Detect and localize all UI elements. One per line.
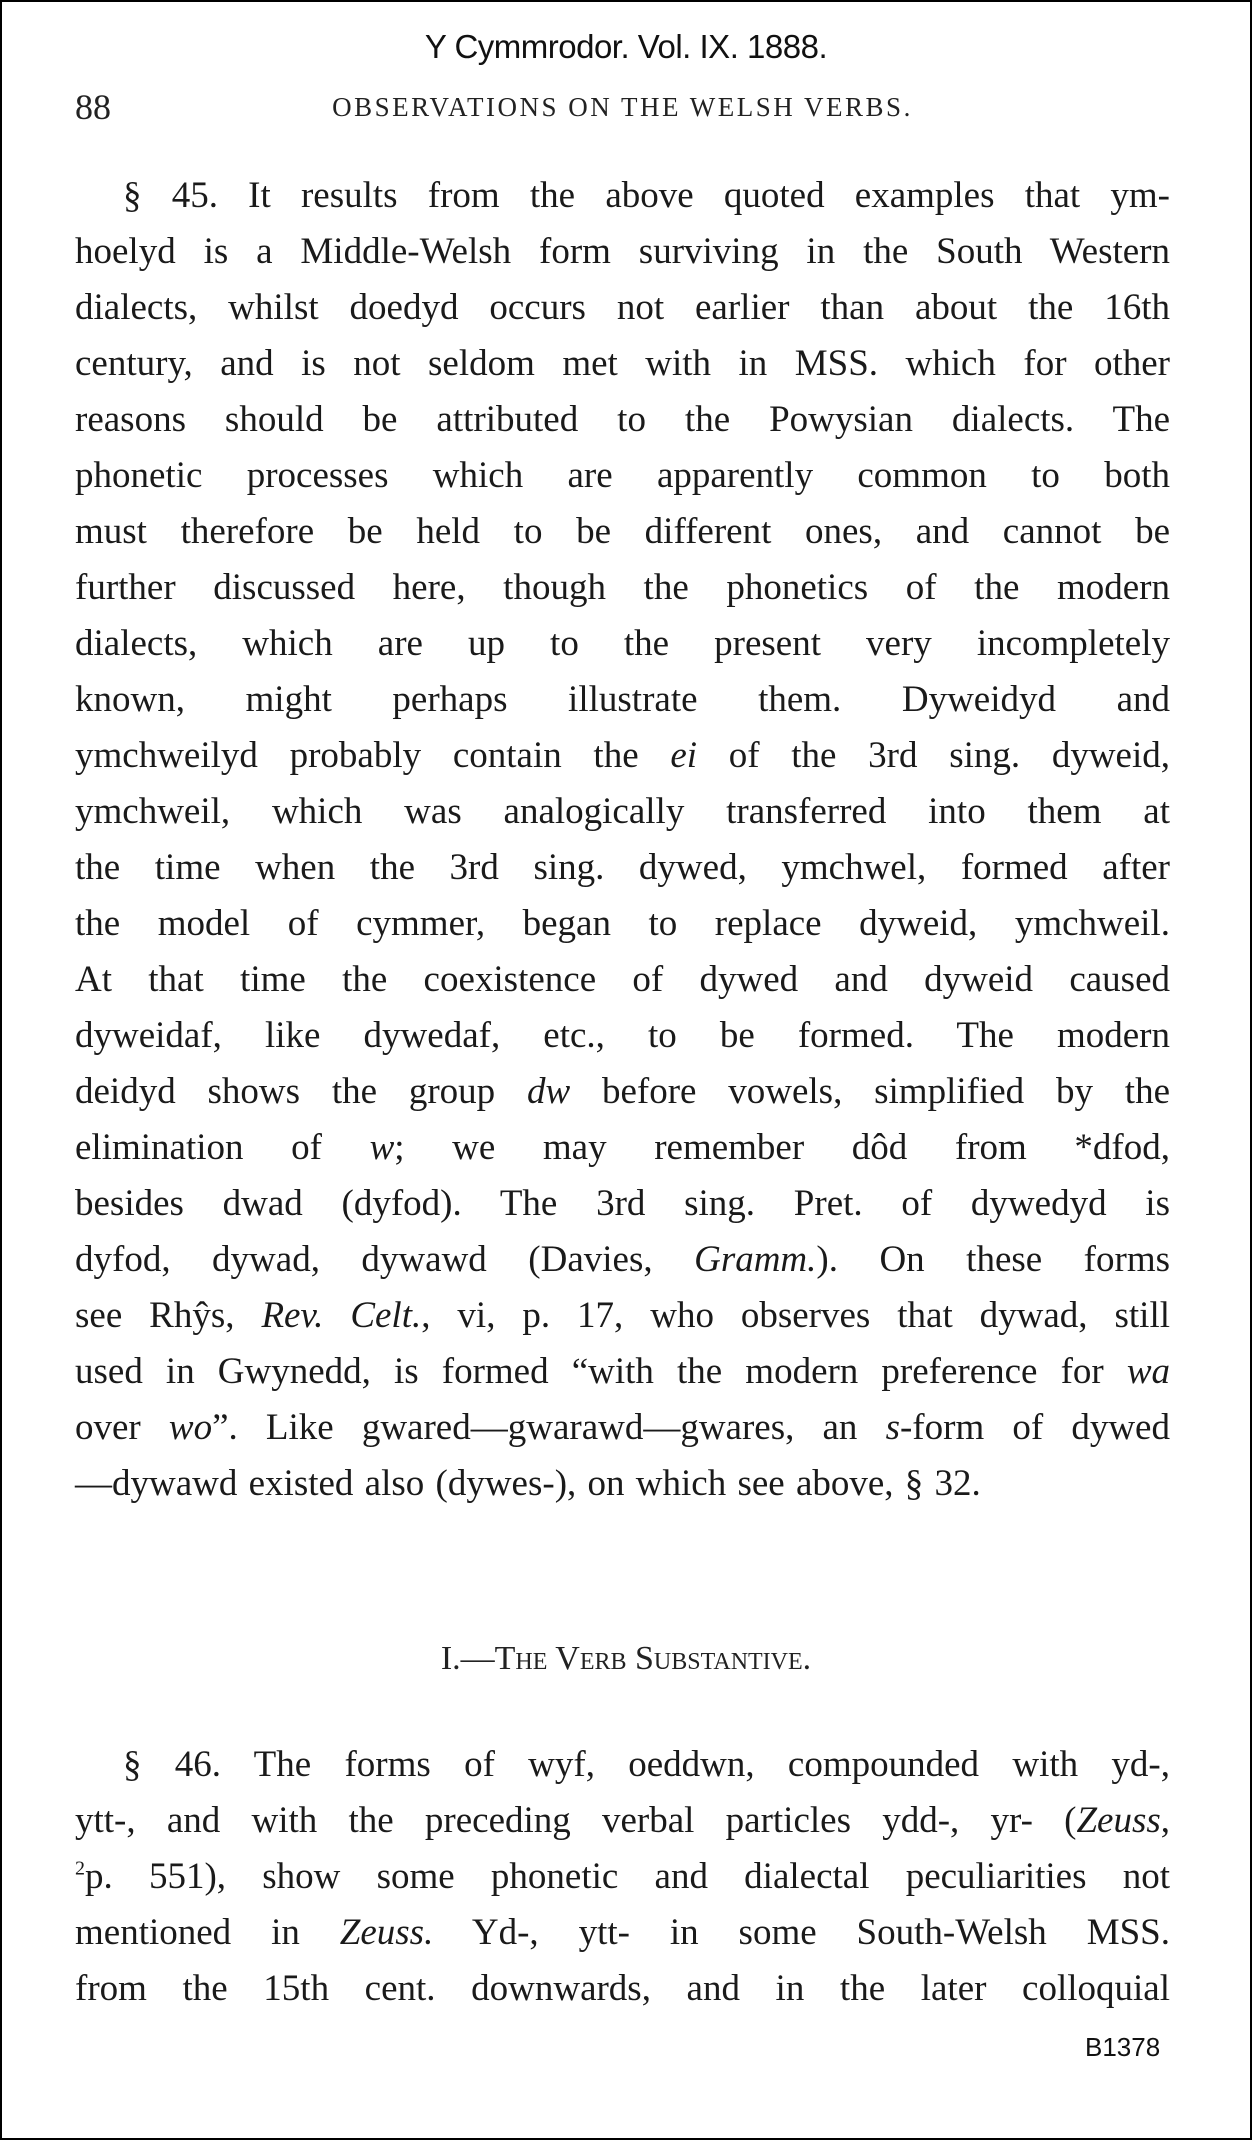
source-label: Y Cymmrodor. Vol. IX. 1888.	[424, 28, 828, 65]
text-segment: -form of dywed	[899, 1407, 1170, 1448]
text-segment: —dywawd existed also (dywes-), on which see above, § 32.	[75, 1463, 981, 1504]
reference-code: B1378	[1085, 2032, 1161, 2062]
text-line	[75, 1793, 1170, 1849]
text-segment: phonetic processes which are apparently common to both	[75, 455, 1170, 496]
text-line	[75, 896, 1170, 952]
text-segment: hoelyd is a Middle-Welsh form surviving in the South Western	[75, 231, 1170, 272]
text-segment: see Rhŷs,	[75, 1295, 262, 1336]
italic-text: Zeuss	[1076, 1800, 1161, 1841]
text-line	[75, 1120, 1170, 1176]
text-line	[75, 840, 1170, 896]
text-line	[75, 1176, 1170, 1232]
italic-text: Gramm.	[694, 1239, 817, 1280]
text-segment: , vi, p. 17, who observes that dywad, still	[421, 1295, 1170, 1336]
text-segment: dialects, which are up to the present very incompletely	[75, 623, 1170, 664]
text-line	[75, 1008, 1170, 1064]
text-segment: ymchweilyd probably contain the	[75, 735, 671, 776]
text-segment: besides dwad (dyfod). The 3rd sing. Pret. of dywedyd is	[75, 1183, 1170, 1224]
text-segment: Yd-, ytt- in some South-Welsh MSS.	[433, 1912, 1170, 1953]
text-segment: 2	[75, 1857, 85, 1880]
text-line	[75, 448, 1170, 504]
text-segment: from the 15th cent. downwards, and in the later colloquial	[75, 1968, 1170, 2009]
text-segment: dyfod, dywad, dywawd (Davies,	[75, 1239, 695, 1280]
text-segment: mentioned in	[75, 1912, 340, 1953]
text-line	[75, 1400, 1170, 1456]
section-heading: I.—The Verb Substantive.	[440, 1640, 812, 1677]
text-segment: § 45. It results from the above quoted examples that ym-	[123, 175, 1170, 216]
text-line	[75, 1737, 1170, 1793]
text-line	[75, 1344, 1170, 1400]
text-line	[75, 336, 1170, 392]
italic-text: s	[885, 1407, 900, 1448]
text-segment: reasons should be attributed to the Powysian dialects. The	[75, 399, 1170, 440]
text-segment: further discussed here, though the phonetics of the modern	[75, 567, 1170, 608]
italic-text: w	[369, 1127, 395, 1168]
text-segment: ytt-, and with the preceding verbal particles ydd-, yr- (	[75, 1800, 1077, 1841]
text-segment: ). On these forms	[816, 1239, 1170, 1280]
text-line	[75, 1961, 1170, 2017]
text-segment: dialects, whilst doedyd occurs not earlier than about the 16th	[75, 287, 1170, 328]
text-segment: ,	[1160, 1800, 1170, 1841]
text-line	[75, 224, 1170, 280]
text-segment: must therefore be held to be different ones, and cannot be	[75, 511, 1170, 552]
text-segment: ymchweil, which was analogically transferred into them at	[75, 791, 1170, 832]
text-segment: the model of cymmer, began to replace dyweid, ymchweil.	[75, 903, 1170, 944]
text-segment: p. 551), show some phonetic and dialectal peculiarities not	[85, 1856, 1170, 1897]
text-segment: of the 3rd sing. dyweid,	[697, 735, 1170, 776]
text-line	[75, 728, 1170, 784]
italic-text: ei	[670, 735, 698, 776]
italic-text: wo	[168, 1407, 213, 1448]
text-segment: dyweidaf, like dywedaf, etc., to be formed. The modern	[75, 1015, 1170, 1056]
text-line	[75, 1456, 1170, 1512]
running-title: OBSERVATIONS ON THE WELSH VERBS.	[332, 92, 913, 122]
text-segment: At that time the coexistence of dywed and dyweid caused	[75, 959, 1170, 1000]
text-segment: § 46. The forms of wyf, oeddwn, compounded with yd-,	[123, 1744, 1170, 1785]
text-segment: ”. Like gwared—gwarawd—gwares, an	[212, 1407, 886, 1448]
italic-text: wa	[1126, 1351, 1170, 1392]
italic-text: Rev. Celt.	[261, 1295, 422, 1336]
text-line	[75, 784, 1170, 840]
text-line	[75, 1064, 1170, 1120]
italic-text: Zeuss.	[339, 1912, 434, 1953]
text-segment: the time when the 3rd sing. dywed, ymchwel, formed after	[75, 847, 1170, 888]
text-line	[75, 168, 1170, 224]
text-segment: used in Gwynedd, is formed “with the modern preference for	[75, 1351, 1127, 1392]
paragraph-46	[75, 1737, 1170, 2017]
text-segment: deidyd shows the group	[75, 1071, 527, 1112]
running-header	[75, 86, 1170, 130]
text-line	[75, 952, 1170, 1008]
text-line	[75, 1905, 1170, 1961]
text-segment: ; we may remember dôd from *dfod,	[394, 1127, 1170, 1168]
text-line	[75, 560, 1170, 616]
text-line	[75, 1849, 1170, 1905]
text-segment: known, might perhaps illustrate them. Dyweidyd and	[75, 679, 1170, 720]
text-line	[75, 392, 1170, 448]
text-line	[75, 1232, 1170, 1288]
text-segment: before vowels, simplified by the	[570, 1071, 1170, 1112]
text-line	[75, 672, 1170, 728]
paragraph-45	[75, 168, 1170, 1512]
page-number: 88	[75, 87, 111, 127]
text-line	[75, 504, 1170, 560]
text-line	[75, 1288, 1170, 1344]
text-segment: century, and is not seldom met with in MSS. which for other	[75, 343, 1170, 384]
text-line	[75, 616, 1170, 672]
text-line	[75, 280, 1170, 336]
text-segment: over	[75, 1407, 169, 1448]
text-segment: elimination of	[75, 1127, 370, 1168]
italic-text: dw	[526, 1071, 571, 1112]
